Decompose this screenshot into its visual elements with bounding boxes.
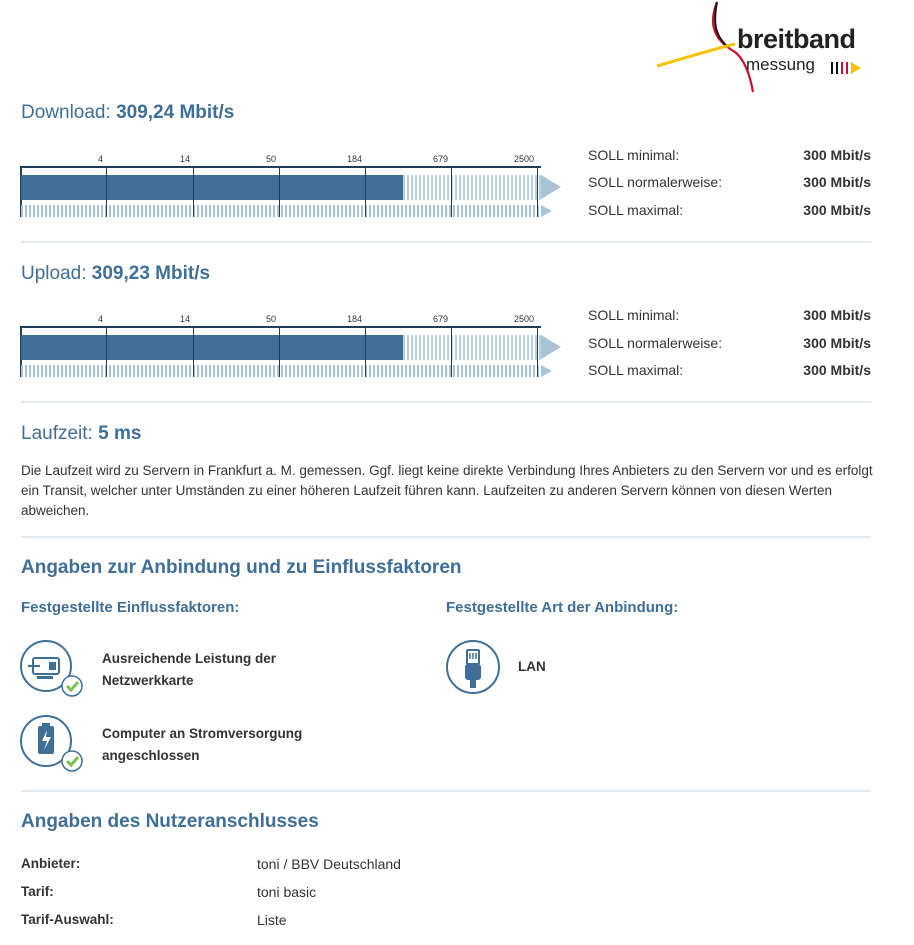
- upload-soll-min: SOLL minimal: 300 Mbit/s: [588, 307, 871, 323]
- logo-line2: messung: [746, 55, 815, 74]
- download-measured-bar: [21, 175, 403, 200]
- gauge-tick-label: 50: [265, 314, 276, 324]
- gauge-tick-label: 14: [179, 314, 190, 324]
- tariff-value: toni basic: [257, 884, 317, 900]
- factors-title: Festgestellte Einflussfaktoren:: [21, 599, 240, 616]
- user-title: Angaben des Nutzeranschlusses: [21, 811, 319, 832]
- latency-description: Die Laufzeit wird zu Servern in Frankfurt a. M. gemessen. Ggf. liegt keine direkte Verbindung Ihres Anbieters zu den Servern vor und es erfolgt ein Transit, welcher unter Umständen zu einer höheren Laufzeit führen kann. Laufzeiten zu anderen Servern können von diesen Werten abweichen.: [21, 463, 873, 518]
- gauge-tick: [193, 166, 194, 217]
- gauge-axis-line: [20, 326, 541, 328]
- download-heading: [21, 102, 234, 124]
- provider-key: Anbieter:: [21, 856, 81, 871]
- gauge-arrow-icon: [541, 335, 561, 359]
- gauge-tick-label: 184: [346, 314, 362, 324]
- divider: [21, 536, 871, 538]
- gauge-tick: [451, 166, 452, 217]
- latency-heading: [21, 423, 141, 445]
- tariff-selection-value: Liste: [257, 912, 287, 928]
- connection-type-value: LAN: [518, 659, 546, 674]
- gauge-tick: [279, 166, 280, 217]
- upload-gauge: [20, 314, 565, 386]
- gauge-arrow-icon: [541, 175, 561, 199]
- upload-remaining-bar: [403, 335, 541, 360]
- gauge-tick: [279, 326, 280, 377]
- upload-soll-normal: SOLL normalerweise: 300 Mbit/s: [588, 335, 871, 351]
- upload-heading: [21, 263, 210, 285]
- logo-flag-bars-icon: [831, 62, 865, 74]
- download-label: Download:: [21, 102, 111, 123]
- gauge-tick: [193, 326, 194, 377]
- gauge-tick-label: 2500: [513, 314, 534, 324]
- download-soll-max: SOLL maximal: 300 Mbit/s: [588, 202, 871, 218]
- gauge-tick: [365, 166, 366, 217]
- divider: [21, 790, 871, 792]
- connection-type-title: Festgestellte Art der Anbindung:: [446, 599, 679, 616]
- gauge-tick: [106, 166, 107, 217]
- gauge-tick-label: 4: [97, 314, 103, 324]
- latency-value: 5 ms: [98, 423, 142, 444]
- gauge-tick: [537, 326, 538, 377]
- factor-power-supply: Computer an Stromversorgung angeschlossen: [102, 726, 303, 763]
- download-remaining-bar: [403, 175, 541, 200]
- gauge-tick: [365, 326, 366, 377]
- gauge-tick-label: 679: [432, 314, 448, 324]
- breitbandmessung-logo: [655, 0, 875, 95]
- download-soll-min: SOLL minimal: 300 Mbit/s: [588, 147, 871, 163]
- gauge-tick-label: 2500: [513, 154, 534, 164]
- upload-soll-max: SOLL maximal: 300 Mbit/s: [588, 362, 871, 378]
- gauge-tick: [451, 326, 452, 377]
- gauge-arrow-icon: [541, 205, 552, 217]
- gauge-tick: [537, 166, 538, 217]
- gauge-tick-label: 14: [179, 154, 190, 164]
- factor-network-card: Ausreichende Leistung der Netzwerkkarte: [102, 651, 277, 688]
- connection-title: Angaben zur Anbindung und zu Einflussfaktoren: [21, 557, 462, 578]
- upload-max-bar: [21, 365, 541, 377]
- divider: [21, 401, 871, 403]
- battery-charging-icon: [20, 715, 72, 767]
- logo-line1: breitband: [737, 24, 856, 54]
- lan-cable-icon: [446, 640, 498, 692]
- latency-label: Laufzeit:: [21, 423, 93, 444]
- download-value: 309,24 Mbit/s: [116, 102, 235, 123]
- gauge-tick-label: 184: [346, 154, 362, 164]
- network-card-icon: [20, 640, 72, 692]
- gauge-tick-label: 50: [265, 154, 276, 164]
- upload-measured-bar: [21, 335, 403, 360]
- gauge-tick-label: 4: [97, 154, 103, 164]
- upload-label: Upload:: [21, 263, 87, 284]
- download-max-bar: [21, 205, 541, 217]
- divider: [21, 241, 871, 243]
- gauge-axis-line: [20, 166, 541, 168]
- download-gauge: [20, 154, 565, 226]
- provider-value: toni / BBV Deutschland: [257, 856, 401, 872]
- gauge-tick-label: 679: [432, 154, 448, 164]
- download-soll-normal: SOLL normalerweise: 300 Mbit/s: [588, 174, 871, 190]
- upload-value: 309,23 Mbit/s: [91, 263, 211, 284]
- tariff-selection-key: Tarif-Auswahl:: [21, 912, 114, 927]
- gauge-arrow-icon: [541, 365, 552, 377]
- gauge-tick: [106, 326, 107, 377]
- tariff-key: Tarif:: [21, 884, 54, 899]
